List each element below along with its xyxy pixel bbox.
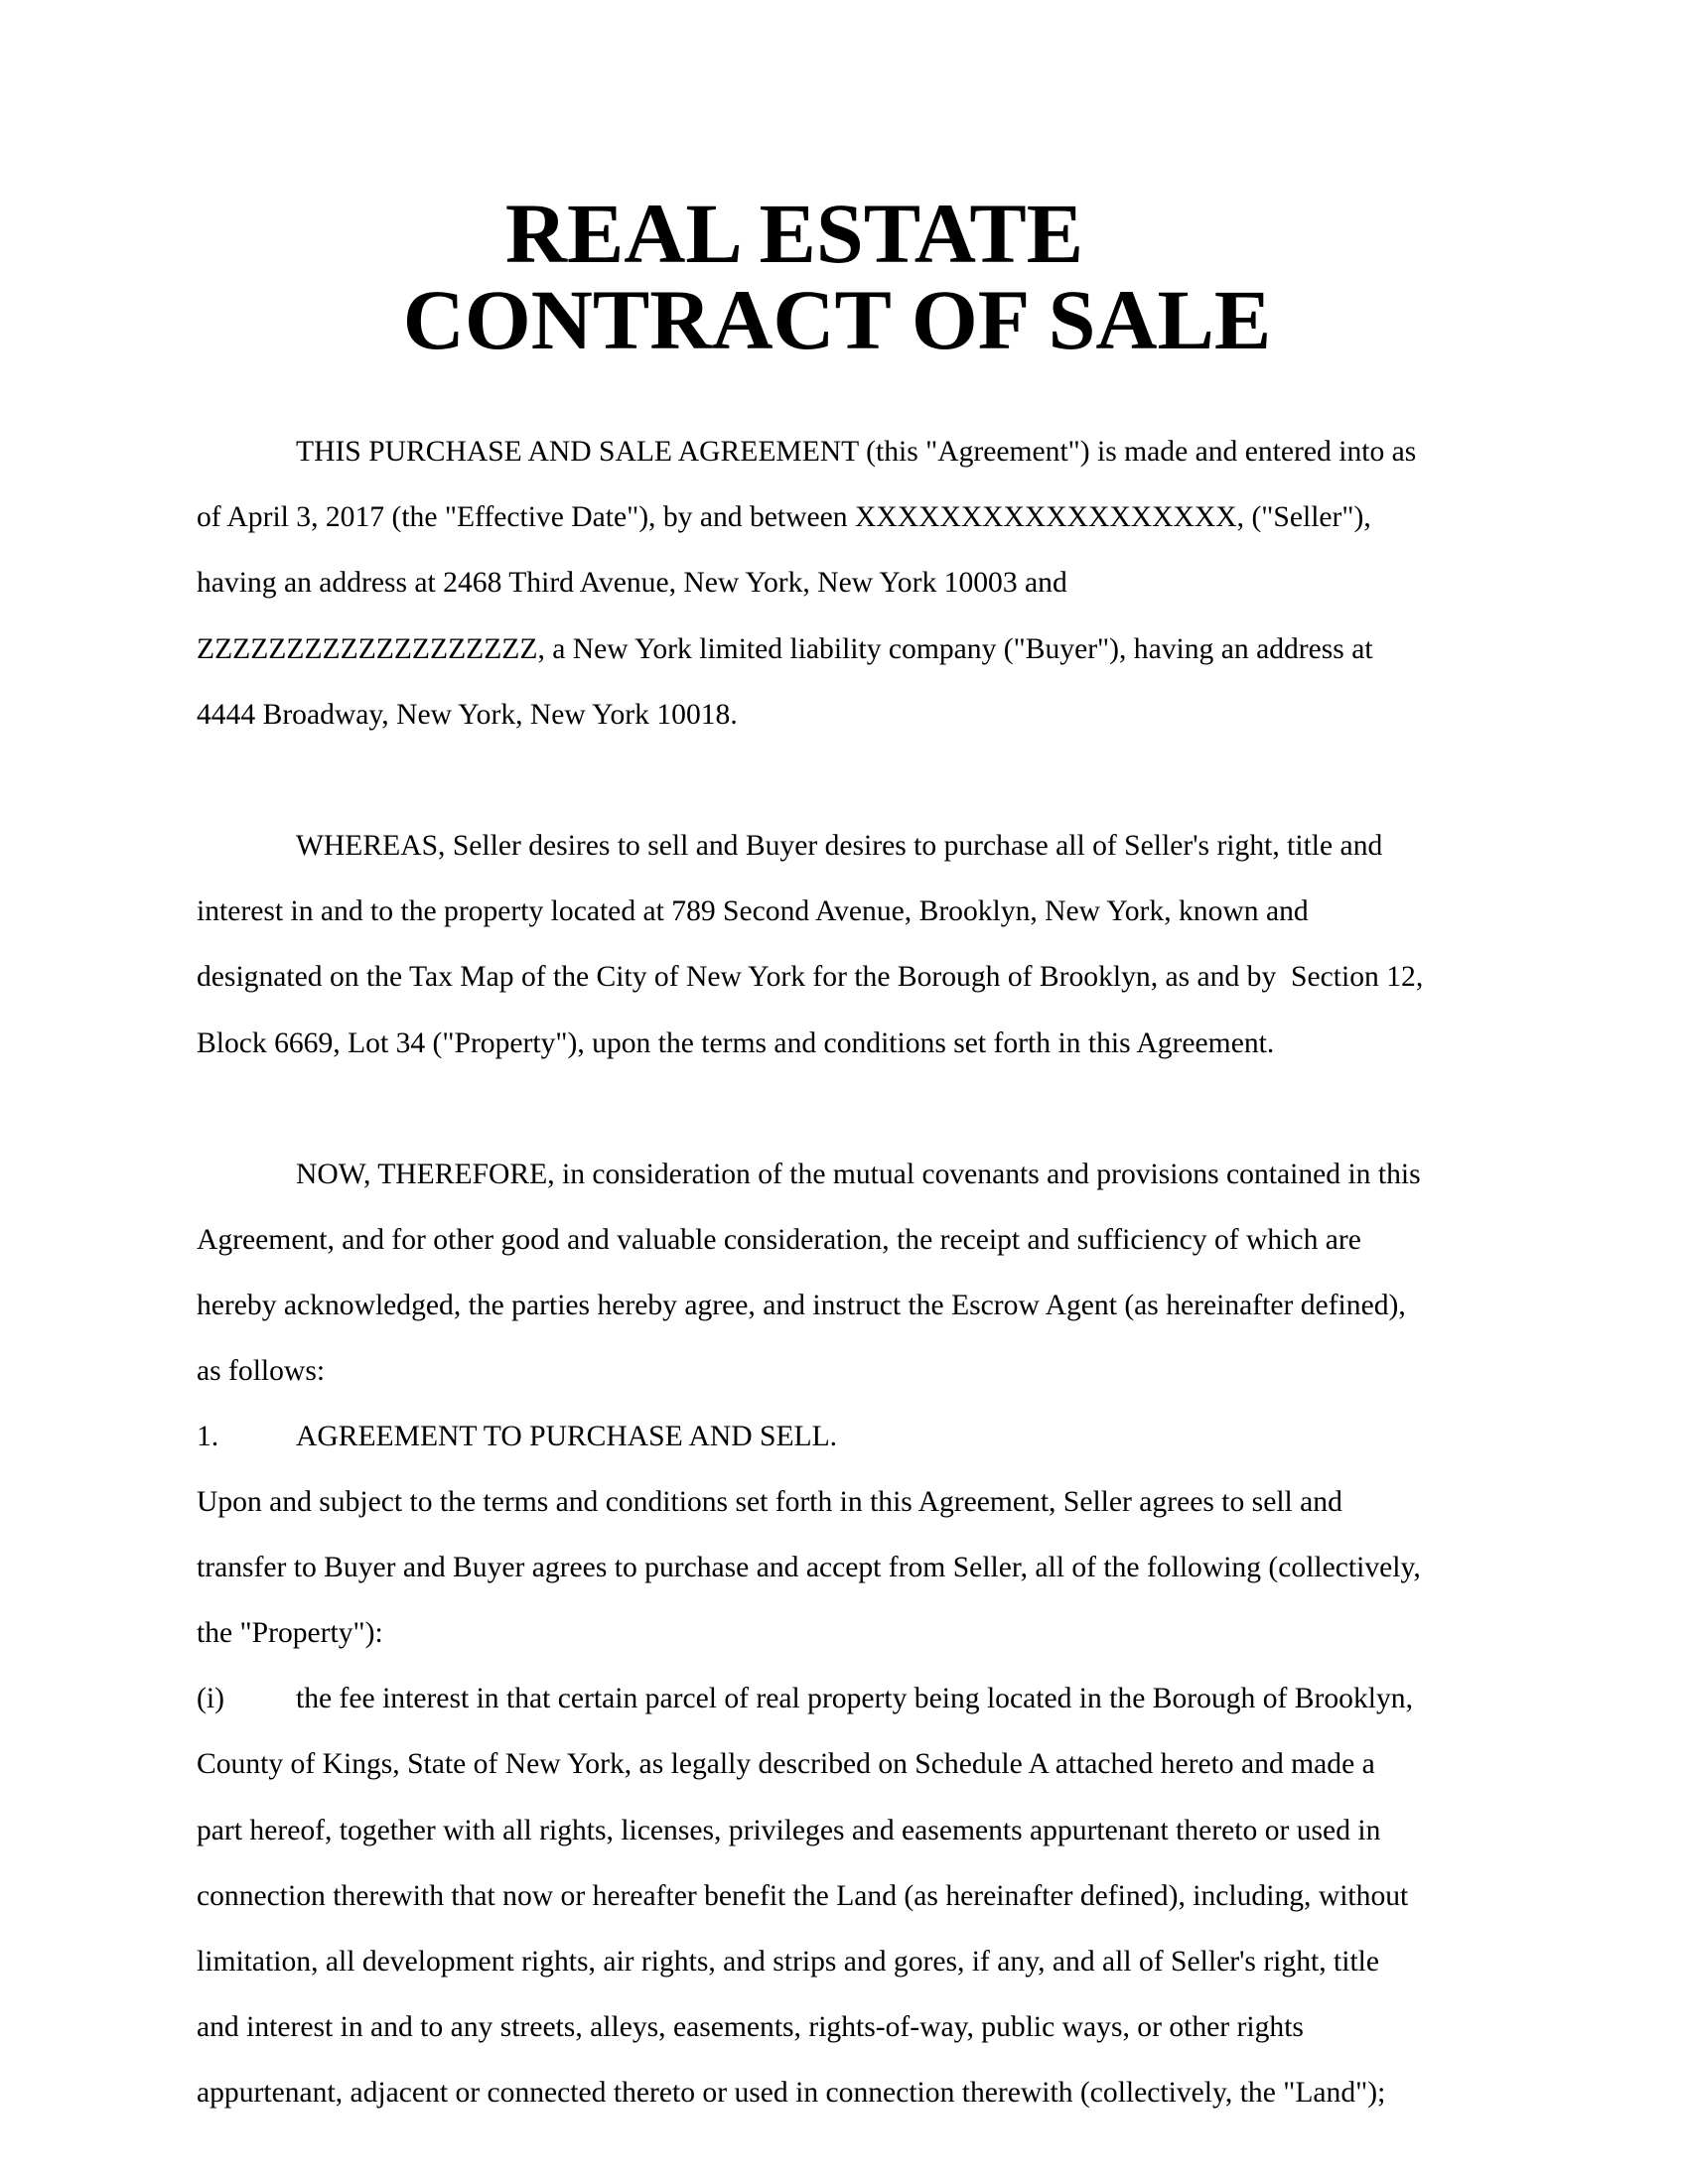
intro-line: THIS PURCHASE AND SALE AGREEMENT (this "Agreement") is made and entered into as xyxy=(296,436,1417,468)
item-i-first-line: the fee interest in that certain parcel of real property being located in the Borough of Brooklyn, xyxy=(296,1683,1413,1714)
intro-line: of April 3, 2017 (the "Effective Date"), by and between XXXXXXXXXXXXXXXXXX, ("Seller"), xyxy=(197,501,1371,533)
intro-line: 4444 Broadway, New York, New York 10018. xyxy=(197,699,738,731)
item-i-line: and interest in and to any streets, alleys, easements, rights-of-way, public ways, or other rights xyxy=(197,2011,1304,2043)
whereas-line: designated on the Tax Map of the City of New York for the Borough of Brooklyn, as and by Section 12, xyxy=(197,961,1424,993)
therefore-line: Agreement, and for other good and valuable consideration, the receipt and sufficiency of which are xyxy=(197,1224,1361,1256)
document-title-line-2: CONTRACT OF SALE xyxy=(402,272,1272,367)
therefore-line: NOW, THEREFORE, in consideration of the mutual covenants and provisions contained in this xyxy=(296,1159,1421,1190)
item-i-line: limitation, all development rights, air rights, and strips and gores, if any, and all of Seller's right, title xyxy=(197,1946,1380,1978)
item-i-line: part hereof, together with all rights, licenses, privileges and easements appurtenant thereto or used in xyxy=(197,1815,1381,1846)
item-i-line: connection therewith that now or hereafter benefit the Land (as hereinafter defined), including, without xyxy=(197,1880,1409,1912)
section-1-body-line: the "Property"): xyxy=(197,1617,383,1649)
therefore-line: as follows: xyxy=(197,1355,326,1387)
section-1-heading: AGREEMENT TO PURCHASE AND SELL. xyxy=(296,1421,838,1452)
intro-line: ZZZZZZZZZZZZZZZZZZZ, a New York limited liability company ("Buyer"), having an address at xyxy=(197,633,1373,665)
item-i-number: (i) xyxy=(197,1683,224,1714)
item-i-line: appurtenant, adjacent or connected thereto or used in connection therewith (collectively, the "Land"); xyxy=(197,2077,1386,2109)
whereas-line: WHEREAS, Seller desires to sell and Buyer desires to purchase all of Seller's right, title and xyxy=(296,830,1383,862)
whereas-line: interest in and to the property located at 789 Second Avenue, Brooklyn, New York, known and xyxy=(197,895,1309,927)
whereas-line: Block 6669, Lot 34 ("Property"), upon the terms and conditions set forth in this Agreement. xyxy=(197,1027,1275,1059)
intro-line: having an address at 2468 Third Avenue, New York, New York 10003 and xyxy=(197,567,1067,599)
section-1-body-line: Upon and subject to the terms and conditions set forth in this Agreement, Seller agrees to sell and xyxy=(197,1486,1342,1518)
section-1-body-line: transfer to Buyer and Buyer agrees to purchase and accept from Seller, all of the following (collectively, xyxy=(197,1552,1421,1583)
document-title-line-1: REAL ESTATE xyxy=(504,186,1084,281)
therefore-line: hereby acknowledged, the parties hereby agree, and instruct the Escrow Agent (as hereinafter defined), xyxy=(197,1290,1406,1321)
item-i-line: County of Kings, State of New York, as legally described on Schedule A attached hereto and made a xyxy=(197,1748,1375,1780)
section-1-number: 1. xyxy=(197,1421,219,1452)
